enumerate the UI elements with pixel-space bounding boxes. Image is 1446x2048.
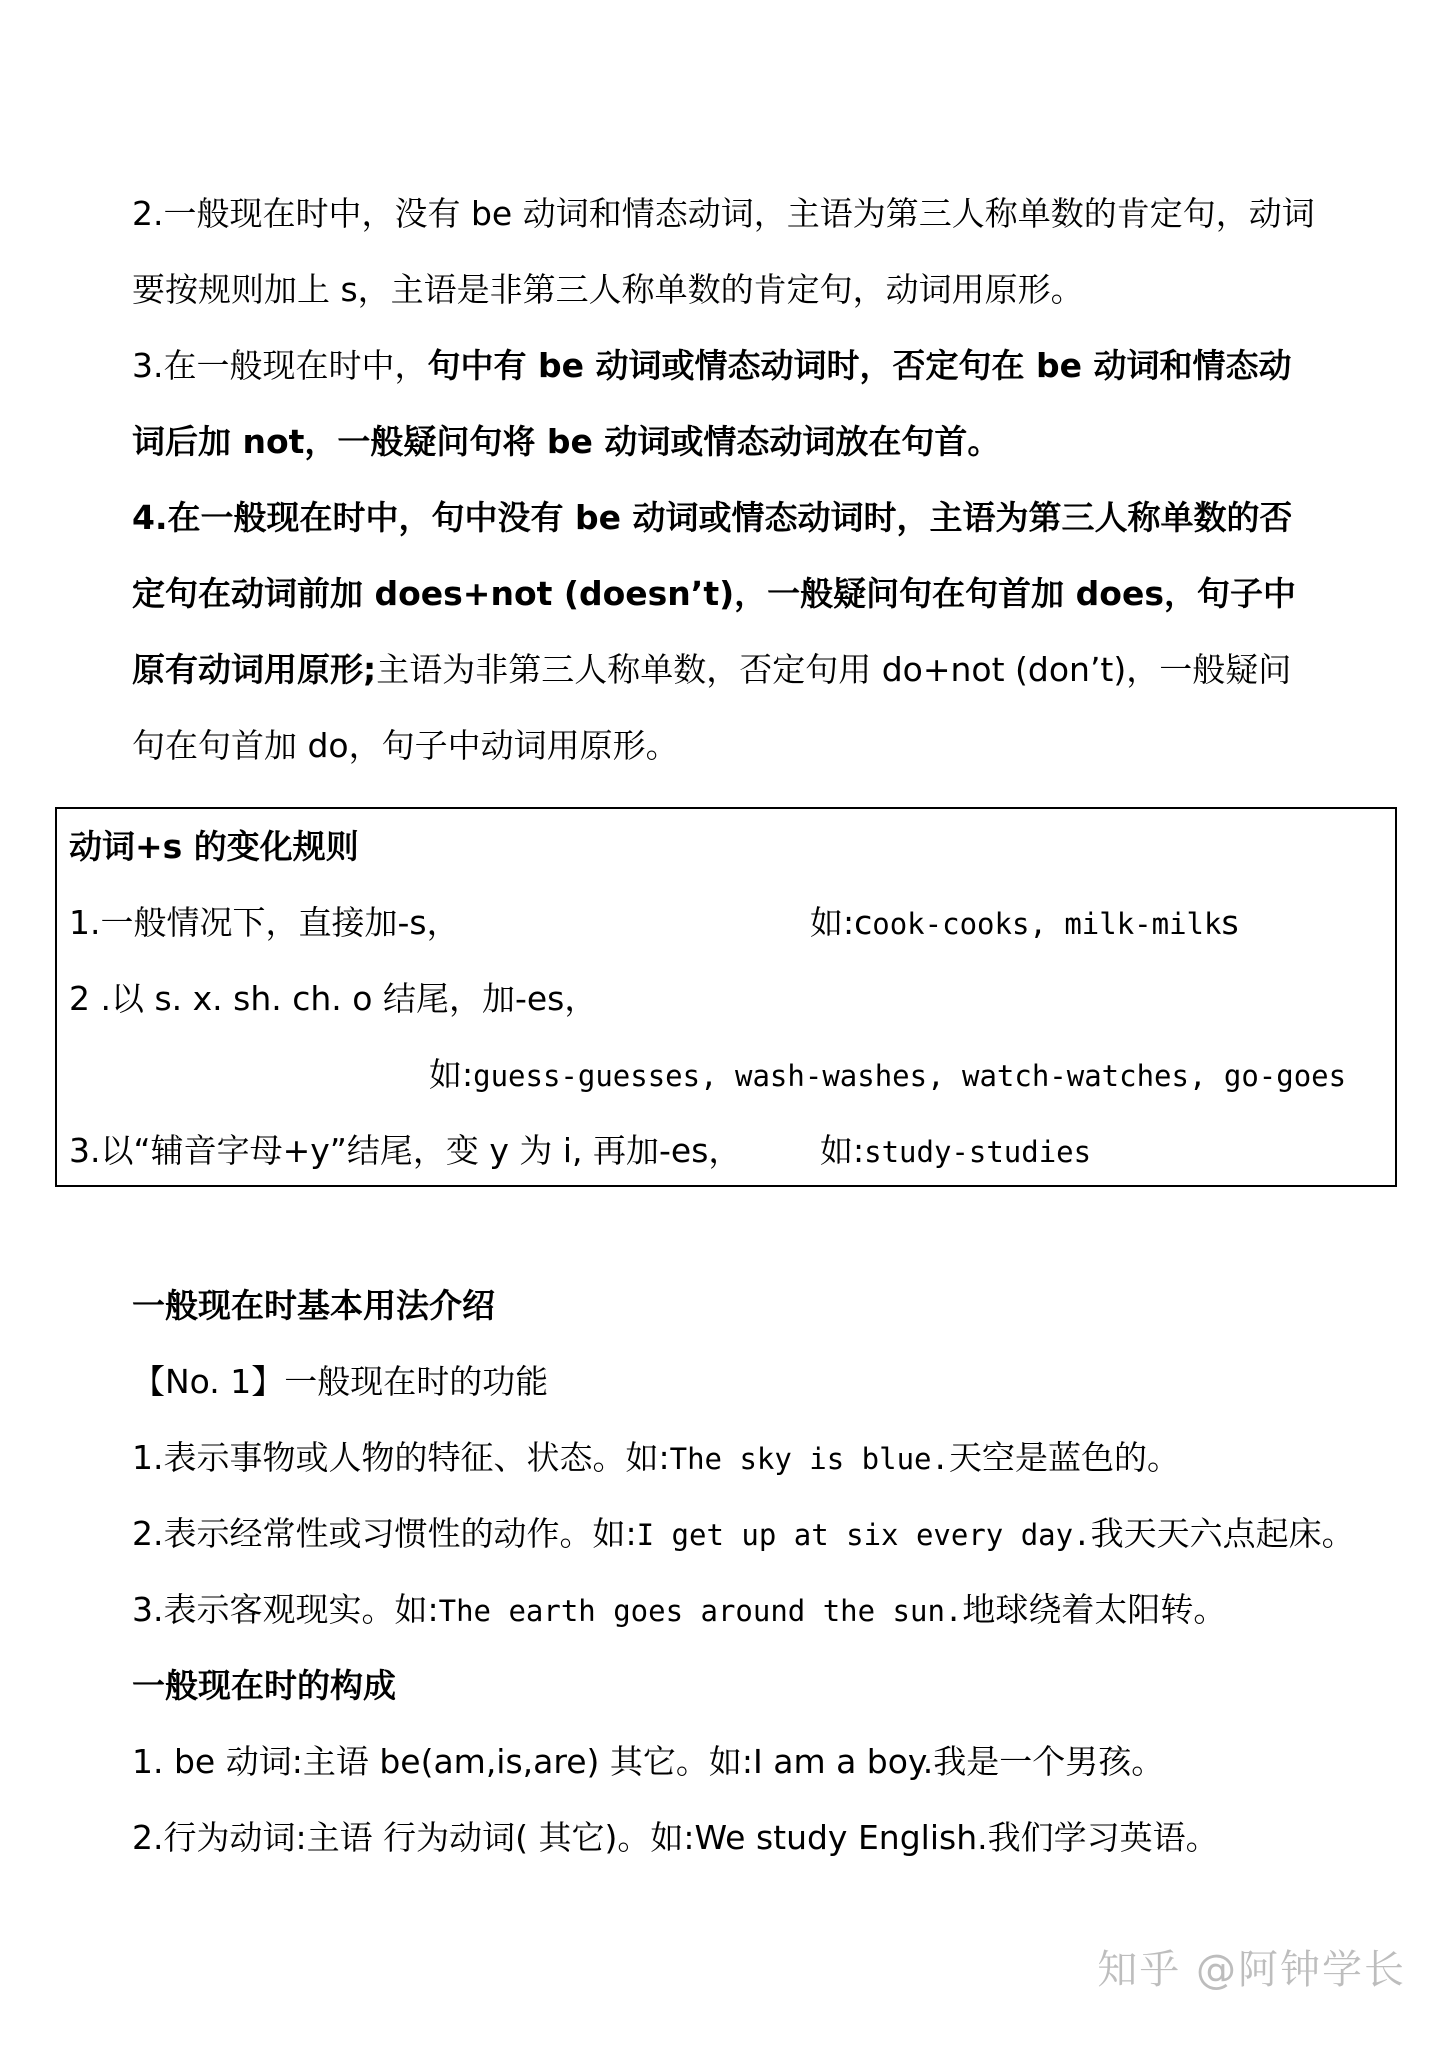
rule-1-example: [810, 903, 1239, 944]
function-heading: 【No. 1】一般现在时的功能: [132, 1362, 549, 1401]
usage-heading: 一般现在时基本用法介绍: [132, 1286, 495, 1325]
zhihu-watermark: 知乎 @阿钟学长: [1097, 1947, 1406, 1993]
function-2-english: I get up at six every day.: [636, 1518, 1091, 1552]
rule-2-example: [429, 1055, 1346, 1096]
function-3-text: 3.表示客观现实。如:: [132, 1590, 439, 1629]
rule-3-example-prefix: 如:: [820, 1131, 865, 1170]
function-3-english: The earth goes around the sun.: [438, 1594, 963, 1628]
function-3: [132, 1590, 1226, 1631]
paragraph-rule-4: [132, 480, 1322, 784]
rule-1-example-body: ook-cooks, milk-milk: [872, 907, 1222, 941]
rule-3-example-body: study-studies: [864, 1135, 1092, 1169]
rule-1-example-prefix: 如:c: [810, 903, 873, 942]
rule-2: 2 .以 s. x. sh. ch. o 结尾，加-es，: [69, 979, 598, 1018]
rule-3: 3.以“辅音字母+y”结尾，变 y 为 i, 再加-es，: [69, 1131, 742, 1170]
function-2-text: 2.表示经常性或习惯性的动作。如:: [132, 1514, 637, 1553]
function-1-text: 1.表示事物或人物的特征、状态。如:: [132, 1438, 670, 1477]
rule-3-example: [820, 1131, 1091, 1172]
function-1-english: The sky is blue.: [669, 1442, 949, 1476]
function-3-chinese: 地球绕着太阳转。: [962, 1590, 1227, 1629]
paragraph-rule-2-text: 2.一般现在时中，没有 be 动词和情态动词，主语为第三人称单数的肯定句，动词要按规则加上 s，主语是非第三人称单数的肯定句，动词用原形。: [132, 194, 1315, 309]
paragraph-rule-3-bold: 句中有 be 动词或情态动词时，否定句在 be 动词和情态动词后加 not，一般疑问句将 be 动词或情态动词放在句首。: [132, 346, 1292, 461]
rule-2-example-prefix: 如:: [429, 1055, 474, 1094]
function-1-chinese: 天空是蓝色的。: [948, 1438, 1180, 1477]
function-2-chinese: 我天天六点起床。: [1090, 1514, 1355, 1553]
paragraph-rule-3-lead: 3.在一般现在时中，: [132, 346, 428, 385]
paragraph-rule-2: [132, 176, 1322, 328]
verb-s-rules-box: [55, 807, 1397, 1187]
rule-1-example-end: s: [1221, 903, 1239, 942]
rule-1: 1.一般情况下，直接加-s，: [69, 903, 460, 942]
structure-1: 1. be 动词:主语 be(am,is,are) 其它。如:I am a boy.我是一个男孩。: [132, 1742, 1165, 1781]
function-1: [132, 1438, 1180, 1479]
paragraph-rule-3: [132, 328, 1322, 480]
function-2: [132, 1514, 1355, 1555]
paragraph-rule-4-rest: 主语为非第三人称单数，否定句用 do+not (don’t)，一般疑问句在句首加 do，句子中动词用原形。: [132, 650, 1292, 765]
structure-heading: 一般现在时的构成: [132, 1666, 396, 1705]
rule-2-example-body: guess-guesses, wash-washes, watch-watches, go-goes: [473, 1059, 1347, 1093]
paragraph-rule-4-bold: 4.在一般现在时中，句中没有 be 动词或情态动词时，主语为第三人称单数的否定句在动词前加 does+not (doesn’t)，一般疑问句在句首加 does，句子中原有动词用原形;: [132, 498, 1296, 689]
rules-title: 动词+s 的变化规则: [69, 827, 359, 866]
structure-2: 2.行为动词:主语 行为动词( 其它)。如:We study English.我们学习英语。: [132, 1818, 1219, 1857]
